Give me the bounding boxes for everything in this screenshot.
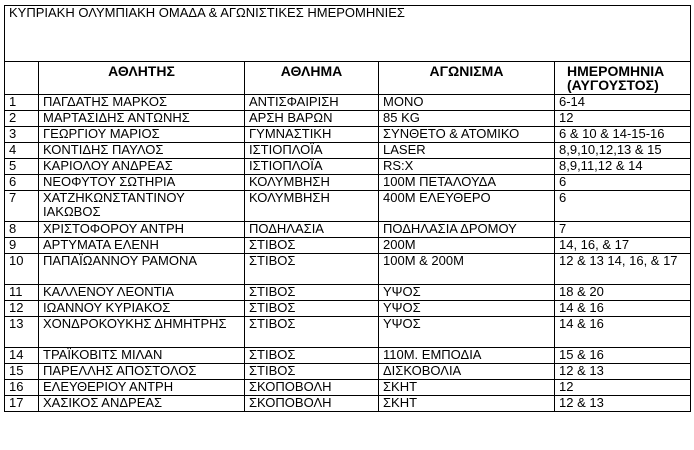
sport-name: ΣΤΙΒΟΣ [245,348,379,364]
row-number: 14 [5,348,39,364]
row-number: 2 [5,111,39,127]
table-row [5,143,691,159]
row-number: 6 [5,175,39,191]
event-dates: 8,9,10,12,13 & 15 [555,143,691,159]
row-number: 7 [5,191,39,222]
sport-name: ΣΚΟΠΟΒΟΛΗ [245,396,379,412]
table-row [5,285,691,301]
header-row [5,62,691,95]
sport-name: ΣΤΙΒΟΣ [245,285,379,301]
event-name: ΥΨΟΣ [379,301,555,317]
sport-name: ΑΡΣΗ ΒΑΡΩΝ [245,111,379,127]
event-dates: 12 & 13 14, 16, & 17 [555,254,691,285]
event-name: LASER [379,143,555,159]
athlete-name: ΝΕΟΦΥΤΟΥ ΣΩΤΗΡΙΑ [39,175,245,191]
sport-name: ΠΟΔΗΛΑΣΙΑ [245,222,379,238]
row-number: 10 [5,254,39,285]
table-row [5,222,691,238]
sport-name: ΣΤΙΒΟΣ [245,301,379,317]
event-name: 85 KG [379,111,555,127]
event-name: 200Μ [379,238,555,254]
event-name: ΣΚΗΤ [379,396,555,412]
table-row [5,301,691,317]
event-name: RS:X [379,159,555,175]
athlete-name: ΠΑΡΕΛΛΗΣ ΑΠΟΣΤΟΛΟΣ [39,364,245,380]
header-event: ΑΓΩΝΙΣΜΑ [379,62,555,95]
table-row [5,175,691,191]
event-name: ΔΙΣΚΟΒΟΛΙΑ [379,364,555,380]
table-title: ΚΥΠΡΙΑΚΗ ΟΛΥΜΠΙΑΚΗ ΟΜΑΔΑ & ΑΓΩΝΙΣΤΙΚΕΣ ΗΜΕΡΟΜΗΝΙΕΣ [5,6,691,62]
athlete-name: ΕΛΕΥΘΕΡΙΟΥ ΑΝΤΡΗ [39,380,245,396]
table-row [5,317,691,348]
row-number: 17 [5,396,39,412]
event-dates: 12 [555,111,691,127]
sport-name: ΚΟΛΥΜΒΗΣΗ [245,175,379,191]
event-dates: 12 [555,380,691,396]
table-row [5,254,691,285]
row-number: 4 [5,143,39,159]
header-number [5,62,39,95]
row-number: 5 [5,159,39,175]
event-dates: 6 [555,191,691,222]
event-dates: 6 [555,175,691,191]
header-date: ΗΜΕΡΟΜΗΝΙΑ (ΑΥΓΟΥΣΤΟΣ) [555,62,691,95]
event-dates: 12 & 13 [555,396,691,412]
row-number: 3 [5,127,39,143]
athlete-name: ΧΟΝΔΡΟΚΟΥΚΗΣ ΔΗΜΗΤΡΗΣ [39,317,245,348]
table-row [5,380,691,396]
table-row [5,396,691,412]
event-dates: 6-14 [555,95,691,111]
table-row [5,238,691,254]
table-row [5,111,691,127]
table-row [5,364,691,380]
event-dates: 7 [555,222,691,238]
athlete-name: ΤΡΑΪΚΟΒΙΤΣ ΜΙΛΑΝ [39,348,245,364]
row-number: 8 [5,222,39,238]
olympic-team-table [4,5,691,412]
athlete-name: ΧΡΙΣΤΟΦΟΡΟΥ ΑΝΤΡΗ [39,222,245,238]
table-row [5,348,691,364]
event-name: ΠΟΔΗΛΑΣΙΑ ΔΡΟΜΟΥ [379,222,555,238]
athlete-name: ΧΑΣΙΚΟΣ ΑΝΔΡΕΑΣ [39,396,245,412]
event-name: 100Μ & 200Μ [379,254,555,285]
event-name: ΣΥΝΘΕΤΟ & ΑΤΟΜΙΚΟ [379,127,555,143]
event-dates: 18 & 20 [555,285,691,301]
athlete-name: ΙΩΑΝΝΟΥ ΚΥΡΙΑΚΟΣ [39,301,245,317]
sport-name: ΑΝΤΙΣΦΑΙΡΙΣΗ [245,95,379,111]
sport-name: ΣΤΙΒΟΣ [245,317,379,348]
row-number: 13 [5,317,39,348]
row-number: 15 [5,364,39,380]
athlete-name: ΠΑΓΔΑΤΗΣ ΜΑΡΚΟΣ [39,95,245,111]
athlete-name: ΚΑΡΙΟΛΟΥ ΑΝΔΡΕΑΣ [39,159,245,175]
document-page [4,5,691,412]
athlete-name: ΠΑΠΑΪΩΑΝΝΟΥ ΡΑΜΟΝΑ [39,254,245,285]
sport-name: ΣΤΙΒΟΣ [245,238,379,254]
athlete-name: ΧΑΤΖΗΚΩΝΣΤΑΝΤΙΝΟΥ ΙΑΚΩΒΟΣ [39,191,245,222]
athlete-name: ΓΕΩΡΓΙΟΥ ΜΑΡΙΟΣ [39,127,245,143]
table-row [5,159,691,175]
event-name: 110Μ. ΕΜΠΟΔΙΑ [379,348,555,364]
athlete-name: ΜΑΡΤΑΣΙΔΗΣ ΑΝΤΩΝΗΣ [39,111,245,127]
event-dates: 14 & 16 [555,317,691,348]
sport-name: ΣΚΟΠΟΒΟΛΗ [245,380,379,396]
row-number: 12 [5,301,39,317]
sport-name: ΓΥΜΝΑΣΤΙΚΗ [245,127,379,143]
event-dates: 15 & 16 [555,348,691,364]
header-sport: ΑΘΛΗΜΑ [245,62,379,95]
event-name: 400Μ ΕΛΕΥΘΕΡΟ [379,191,555,222]
header-athlete: ΑΘΛΗΤΗΣ [39,62,245,95]
event-name: ΣΚΗΤ [379,380,555,396]
table-row [5,191,691,222]
event-name: 100Μ ΠΕΤΑΛΟΥΔΑ [379,175,555,191]
row-number: 16 [5,380,39,396]
sport-name: ΣΤΙΒΟΣ [245,254,379,285]
table-body [5,95,691,412]
event-dates: 14 & 16 [555,301,691,317]
sport-name: ΙΣΤΙΟΠΛΟΪΑ [245,143,379,159]
event-dates: 8,9,11,12 & 14 [555,159,691,175]
row-number: 1 [5,95,39,111]
sport-name: ΣΤΙΒΟΣ [245,364,379,380]
row-number: 9 [5,238,39,254]
event-dates: 12 & 13 [555,364,691,380]
athlete-name: ΚΟΝΤΙΔΗΣ ΠΑΥΛΟΣ [39,143,245,159]
athlete-name: ΚΑΛΛΕΝΟΥ ΛΕΟΝΤΙΑ [39,285,245,301]
table-row [5,95,691,111]
event-dates: 14, 16, & 17 [555,238,691,254]
sport-name: ΙΣΤΙΟΠΛΟΪΑ [245,159,379,175]
event-dates: 6 & 10 & 14-15-16 [555,127,691,143]
sport-name: ΚΟΛΥΜΒΗΣΗ [245,191,379,222]
table-row [5,127,691,143]
event-name: ΜΟΝΟ [379,95,555,111]
event-name: ΥΨΟΣ [379,285,555,301]
athlete-name: ΑΡΤΥΜΑΤΑ ΕΛΕΝΗ [39,238,245,254]
row-number: 11 [5,285,39,301]
event-name: ΥΨΟΣ [379,317,555,348]
